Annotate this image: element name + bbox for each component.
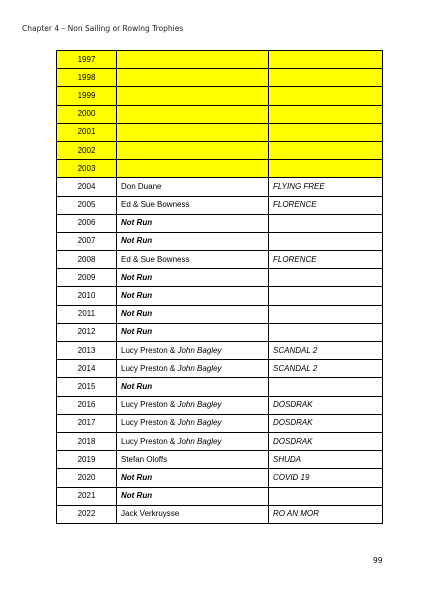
- year-cell: 2003: [57, 160, 117, 178]
- winner-name: Ed & Sue Bowness: [121, 200, 190, 210]
- table-row: [57, 214, 383, 232]
- table-row: [57, 160, 383, 178]
- year-cell: 2000: [57, 105, 117, 123]
- winner-name: Not Run: [121, 291, 153, 301]
- winner-cell: [117, 378, 269, 396]
- table-row: [57, 378, 383, 396]
- table-row: [57, 141, 383, 159]
- winner-cell: [117, 487, 269, 505]
- year-cell: 2013: [57, 342, 117, 360]
- year-cell: 2010: [57, 287, 117, 305]
- year-cell: 2001: [57, 123, 117, 141]
- winner-name: Not Run: [121, 236, 153, 246]
- table-row: [57, 105, 383, 123]
- boat-cell: [269, 269, 383, 287]
- boat-cell: [269, 214, 383, 232]
- winner-name: Stefan Oloffs: [121, 454, 168, 464]
- table-row: [57, 196, 383, 214]
- winner-name: Lucy Preston &: [121, 345, 178, 355]
- winner-cell: [117, 396, 269, 414]
- year-cell: 2016: [57, 396, 117, 414]
- winner-name: Ed & Sue Bowness: [121, 254, 190, 264]
- table-row: [57, 323, 383, 341]
- winner-name: Not Run: [121, 272, 153, 282]
- table-row: [57, 87, 383, 105]
- winner-cell: [117, 414, 269, 432]
- winner-cell: [117, 141, 269, 159]
- year-cell: 2015: [57, 378, 117, 396]
- year-cell: 1999: [57, 87, 117, 105]
- boat-cell: [269, 232, 383, 250]
- winner-cell: [117, 105, 269, 123]
- boat-cell: [269, 487, 383, 505]
- winner-cell: [117, 196, 269, 214]
- partner-name: John Bagley: [177, 400, 222, 410]
- winner-cell: [117, 232, 269, 250]
- boat-cell: FLORENCE: [269, 251, 383, 269]
- trophy-table: [56, 50, 383, 524]
- year-cell: 2009: [57, 269, 117, 287]
- year-cell: 2019: [57, 451, 117, 469]
- winner-cell: [117, 178, 269, 196]
- winner-name: Not Run: [121, 309, 153, 319]
- table-row: [57, 505, 383, 523]
- year-cell: 2014: [57, 360, 117, 378]
- year-cell: 1998: [57, 69, 117, 87]
- winner-cell: [117, 51, 269, 69]
- boat-cell: [269, 123, 383, 141]
- partner-name: John Bagley: [177, 436, 222, 446]
- boat-cell: SHUDA: [269, 451, 383, 469]
- boat-cell: DOSDRAK: [269, 396, 383, 414]
- boat-cell: [269, 160, 383, 178]
- boat-cell: RO AN MOR: [269, 505, 383, 523]
- partner-name: John Bagley: [177, 418, 222, 428]
- year-cell: 2017: [57, 414, 117, 432]
- year-cell: 2005: [57, 196, 117, 214]
- year-cell: 2008: [57, 251, 117, 269]
- boat-cell: SCANDAL 2: [269, 342, 383, 360]
- boat-cell: DOSDRAK: [269, 432, 383, 450]
- winner-name: Lucy Preston &: [121, 436, 178, 446]
- trophy-table-body: [57, 51, 383, 524]
- table-row: [57, 287, 383, 305]
- boat-cell: [269, 105, 383, 123]
- winner-cell: [117, 451, 269, 469]
- boat-cell: DOSDRAK: [269, 414, 383, 432]
- partner-name: John Bagley: [177, 363, 222, 373]
- boat-cell: [269, 323, 383, 341]
- table-row: [57, 487, 383, 505]
- winner-name: Not Run: [121, 472, 153, 482]
- boat-cell: [269, 141, 383, 159]
- table-row: [57, 51, 383, 69]
- year-cell: 2007: [57, 232, 117, 250]
- winner-cell: [117, 505, 269, 523]
- winner-cell: [117, 269, 269, 287]
- year-cell: 2020: [57, 469, 117, 487]
- winner-cell: [117, 87, 269, 105]
- boat-cell: [269, 87, 383, 105]
- table-row: [57, 251, 383, 269]
- table-row: [57, 469, 383, 487]
- table-row: [57, 178, 383, 196]
- boat-cell: [269, 378, 383, 396]
- winner-name: Not Run: [121, 327, 153, 337]
- winner-name: Lucy Preston &: [121, 418, 178, 428]
- year-cell: 2011: [57, 305, 117, 323]
- winner-name: Not Run: [121, 491, 153, 501]
- table-row: [57, 342, 383, 360]
- boat-cell: FLORENCE: [269, 196, 383, 214]
- table-row: [57, 451, 383, 469]
- winner-name: Not Run: [121, 381, 153, 391]
- year-cell: 2006: [57, 214, 117, 232]
- year-cell: 2022: [57, 505, 117, 523]
- table-row: [57, 360, 383, 378]
- winner-cell: [117, 251, 269, 269]
- winner-cell: [117, 214, 269, 232]
- winner-cell: [117, 305, 269, 323]
- table-row: [57, 432, 383, 450]
- table-row: [57, 396, 383, 414]
- winner-cell: [117, 360, 269, 378]
- table-row: [57, 123, 383, 141]
- boat-cell: COVID 19: [269, 469, 383, 487]
- winner-name: Don Duane: [121, 181, 162, 191]
- year-cell: 1997: [57, 51, 117, 69]
- boat-cell: [269, 51, 383, 69]
- year-cell: 2004: [57, 178, 117, 196]
- winner-name: Not Run: [121, 218, 153, 228]
- table-row: [57, 269, 383, 287]
- winner-cell: [117, 469, 269, 487]
- boat-cell: [269, 305, 383, 323]
- page-header: Chapter 4 – Non Sailing or Rowing Trophies: [22, 24, 184, 33]
- year-cell: 2018: [57, 432, 117, 450]
- year-cell: 2002: [57, 141, 117, 159]
- winner-name: Jack Verkruysse: [121, 509, 180, 519]
- year-cell: 2012: [57, 323, 117, 341]
- year-cell: 2021: [57, 487, 117, 505]
- partner-name: John Bagley: [177, 345, 222, 355]
- winner-name: Lucy Preston &: [121, 400, 178, 410]
- winner-cell: [117, 160, 269, 178]
- winner-cell: [117, 123, 269, 141]
- winner-cell: [117, 287, 269, 305]
- winner-cell: [117, 342, 269, 360]
- table-row: [57, 414, 383, 432]
- boat-cell: FLYING FREE: [269, 178, 383, 196]
- page-number: 99: [373, 556, 383, 565]
- table-row: [57, 69, 383, 87]
- winner-name: Lucy Preston &: [121, 363, 178, 373]
- winner-cell: [117, 323, 269, 341]
- table-row: [57, 305, 383, 323]
- boat-cell: SCANDAL 2: [269, 360, 383, 378]
- winner-cell: [117, 432, 269, 450]
- winner-cell: [117, 69, 269, 87]
- boat-cell: [269, 287, 383, 305]
- boat-cell: [269, 69, 383, 87]
- table-row: [57, 232, 383, 250]
